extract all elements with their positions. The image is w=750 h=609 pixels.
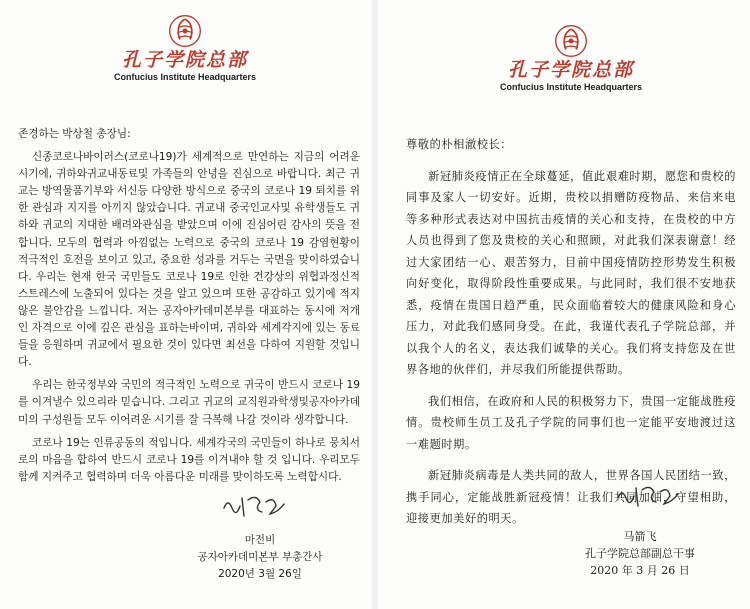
org-name-cn: 孔子学院总部 [507, 59, 634, 81]
confucius-institute-emblem-icon [554, 24, 588, 58]
letter-body [18, 126, 360, 492]
org-header [100, 14, 270, 82]
signatory-info [160, 532, 360, 583]
confucius-institute-emblem-icon [168, 14, 202, 48]
signatory-name: 马箭飞 [623, 530, 657, 543]
letter-body [406, 134, 736, 540]
letter-date: 2020년 3월 26일 [218, 568, 302, 580]
korean-letter-page [0, 0, 372, 609]
chinese-letter-page [378, 0, 750, 609]
org-name-en: Confucius Institute Headquarters [499, 82, 643, 92]
salutation: 尊敬的朴相澈校长： [406, 138, 513, 151]
letter-paragraph: 우리는 한국정부와 국민의 적극적인 노력으로 귀국이 반드시 코로나 19를 이겨낼수 있으리라 믿습니다. 그리고 귀교의 교직원과학생및공자아카데미의 구성원들 모두 이어려운 시기를 잘 극복해 나갈 것이라 생각합니다. [18, 379, 360, 426]
org-name-en: Confucius Institute Headquarters [113, 72, 257, 82]
handwritten-signature [614, 480, 684, 514]
letter-paragraph: 新冠肺炎疫情正在全球蔓延，值此艰难时期，愿您和贵校的同事及家人一切安好。近期，贵校以捐赠防疫物品、来信来电等多种形式表达对中国抗击疫情的关心和支持，在贵校的中方人员也得到了您及贵校的关心和照顾，对此我们深表谢意！经过大家团结一心、艰苦努力，目前中国疫情防控形势发生积极向好变化，取得阶段性重要成果。与此同时，我们很不安地获悉，疫情在贵国日趋严重，民众面临着较大的健康风险和身心压力，对此我们感同身受。在此，我谨代表孔子学院总部，并以我个人的名义，表达我们诚挚的关心。我们将支持您及在世界各地的伙伴们，并尽我们所能提供帮助。 [406, 169, 736, 376]
letter-paragraph: 我们相信，在政府和人民的积极努力下，贵国一定能战胜疫情。贵校师生员工及孔子学院的同事们也一定能平安地渡过这一难题时期。 [406, 394, 736, 451]
signatory-info [540, 528, 740, 579]
letter-paragraph: 코로나 19는 인류공동의 적입니다. 세계각국의 국민들이 하나로 뭉치서로의 마음을 합하여 반드시 코로나 19를 이겨내야 할 것 입니다. 우리모두 함께 지켜주고 협력하며 더욱 아름다운 미래를 맞이하도록 노력합시다. [18, 436, 360, 483]
signatory-title: 공자아카데미본부 부총간사 [197, 551, 323, 563]
salutation: 존경하는 박상철 총장님: [18, 128, 131, 140]
letter-date: 2020 年 3 月 26 日 [590, 564, 690, 577]
handwritten-signature [220, 490, 290, 524]
letter-paragraph: 新冠肺炎病毒是人类共同的敌人，世界各国人民团结一致，携手同心，定能战胜新冠疫情！让我们共同加油，守望相助，迎接更加美好的明天。 [406, 469, 736, 525]
signatory-name: 마전비 [244, 534, 276, 546]
org-name-cn: 孔子学院总部 [121, 49, 248, 71]
letter-paragraph: 신종코로나바이러스(코로나19)가 세계적으로 만연하는 지금의 어려운시기에, 귀하와귀교내동료및 가족들의 안녕을 진심으로 바랍니다. 최근 귀교는 방역물품기부와 서신등 다양한 방식으로 중국의 코로나 19 퇴치를 위한 관심과 지지를 아끼지 않았습니다. 귀교내 중국인교사및 유학생들도 귀하와 귀교의 지대한 배려와관심을 받았으며 이에 진심어린 감사의 뜻을 전합니다. 모두의 협력과 아낌없는 노력으로 중국의 코로나 19 감염현황이 적극적인 호전을 보이고 있고, 중요한 성과를 거두는 국면을 맞이하였습니다. 우리는 현재 한국 국민들도 코로나 19로 인한 건강상의 위협과정신적 스트레스에 노출되어 있다는 것을 알고 있으며 또한 공감하고 있기에 적지않은 불안감을 느낍니다. 저는 공자아카데미본부를 대표하는 동시에 저개인 자격으로 이에 깊은 관심을 표하는바이며, 귀하와 세계각지에 있는 동료들을 응원하며 귀교에서 필요한 것이 있다면 최선을 다하여 지원할 것입니다. [18, 151, 360, 369]
org-header [486, 24, 656, 92]
signatory-title: 孔子学院总部副总干事 [585, 547, 695, 560]
